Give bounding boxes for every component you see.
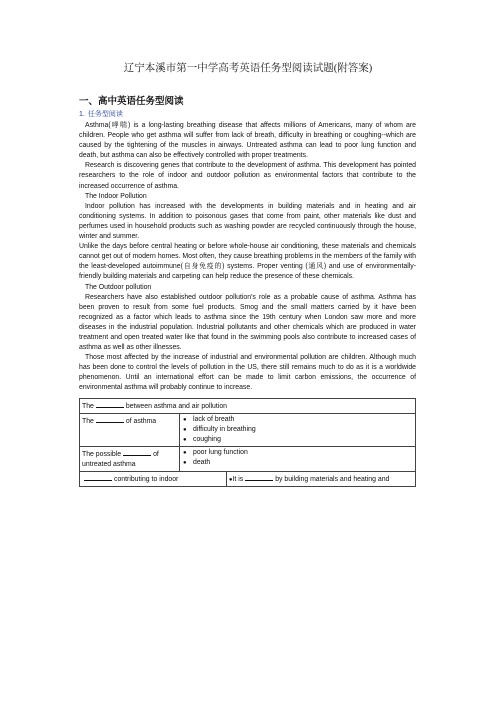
answer-blank[interactable]	[96, 415, 124, 423]
paragraph: Asthma(哮喘) is a long-lasting breathing disease that affects millions of Americans, many of whom are children. People who get asthma will suffer from lack of breath, difficulty in breathing or coughing--which are caused by the tightening of the muscles in airways. Untreated asthma can lead to poor lung function and death, but asthma can also be effectively controlled with proper treatments.	[79, 122, 416, 160]
list-item: ● poor lung function	[183, 448, 248, 456]
bullet-icon: ●	[228, 476, 233, 483]
symptom-list	[182, 415, 413, 445]
subheading-indoor: The Indoor Pollution	[85, 192, 147, 200]
subheading-outdoor: The Outdoor pollution	[85, 283, 152, 291]
cell-text: The	[82, 402, 94, 410]
table-cell	[80, 398, 416, 413]
paragraph: Research is discovering genes that contribute to the development of asthma. This development has pointed researchers to the role of indoor and outdoor pollution as environmental factors that contribute to the increased occurrence of asthma.	[79, 162, 416, 190]
answer-blank[interactable]	[96, 400, 124, 408]
table-cell	[80, 446, 180, 471]
bullet-icon: ●	[183, 449, 187, 456]
paragraph: Unlike the days before central heating or before whole-house air conditioning, these materials and chemicals cannot get out of modern homes. Most often, they cause breathing problems in the members of the family with the least-developed autoimmune(自身免疫的) systems. Proper venting (通风) and use of environmentally-friendly building materials and carpeting can help reduce the presence of these chemicals.	[79, 243, 416, 281]
table-cell	[180, 413, 416, 446]
cell-text: It is	[232, 475, 244, 483]
table-row	[80, 471, 416, 486]
document-title: 辽宁本溪市第一中学高考英语任务型阅读试题(附答案)	[123, 63, 373, 74]
paragraph: Indoor pollution has increased with the developments in building materials and in heating and air conditioning systems. In addition to poisonous gases that come from paint, other materials like dust and perfumes used in household products such as washing powder are recycled continuously through the house, winter and summer.	[79, 202, 416, 241]
answer-table	[79, 398, 416, 487]
task-number: 1.	[79, 111, 85, 118]
cell-text: The	[82, 417, 94, 425]
cell-text: contributing to indoor	[114, 475, 179, 483]
document-content	[79, 96, 416, 487]
cell-text: The possible	[82, 450, 122, 458]
paragraph: Those most affected by the increase of industrial and environmental pollution are children. Although much has been done to control the levels of pollution in the US, there still remains much to do as it is a worldwide phenomenon. Until an international effort can be made to limit carbon emissions, the occurrence of environmental asthma will probably continue to increase.	[79, 354, 416, 392]
section-heading: 一、高中英语任务型阅读	[79, 96, 184, 107]
table-cell	[80, 471, 227, 486]
table-row	[80, 398, 416, 413]
list-item: ● lack of breath	[183, 415, 235, 423]
table-row	[80, 446, 416, 471]
answer-blank[interactable]	[123, 448, 151, 456]
bullet-icon: ●	[183, 416, 187, 423]
cell-text: between asthma and air pollution	[125, 402, 228, 410]
table-cell	[80, 413, 180, 446]
paragraph: Researchers have also established outdoor pollution's role as a probable cause of asthma. Asthma has been proven to result from some fuel products. Smog and the small matters carried by it have been recognized as a factor which leads to asthma since the 19th century when London saw more and more diseases in the industrial population. Industrial pollutants and other chemicals which are produced in water treatment and open treated water like that found in the swimming pools also contribute to increased cases of asthma as well as other illnesses.	[79, 293, 416, 352]
cell-text: by building materials and heating and	[275, 475, 390, 483]
answer-blank[interactable]	[84, 473, 112, 481]
task-title: 任务型阅读	[87, 111, 123, 118]
cell-text: of untreated asthma	[82, 450, 159, 468]
reading-passage	[79, 121, 416, 394]
list-item: ● death	[183, 458, 211, 466]
table-cell	[226, 471, 415, 486]
consequence-list	[182, 448, 413, 468]
answer-blank[interactable]	[245, 473, 273, 481]
task-label	[79, 110, 416, 120]
list-item: ● coughing	[183, 435, 221, 443]
cell-text: of asthma	[125, 417, 157, 425]
table-cell	[180, 446, 416, 471]
table-row	[80, 413, 416, 446]
bullet-icon: ●	[183, 436, 187, 443]
list-item: ● difficulty in breathing	[183, 425, 256, 433]
bullet-icon: ●	[183, 426, 187, 433]
bullet-icon: ●	[183, 459, 187, 466]
